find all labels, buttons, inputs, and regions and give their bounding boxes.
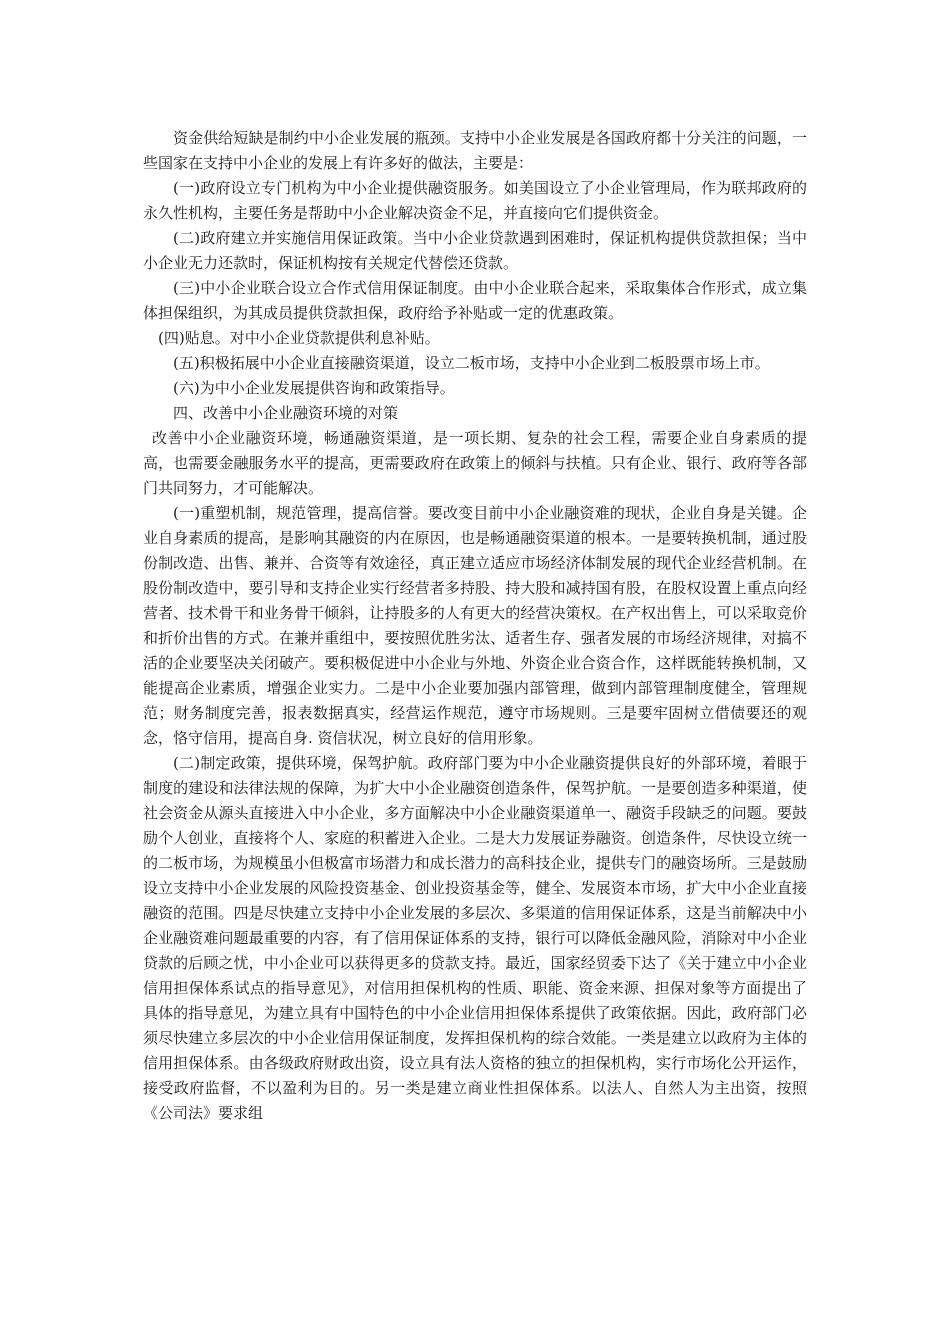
paragraph: (一)重塑机制，规范管理，提高信誉。要改变目前中小企业融资难的现状，企业自身是关键。企业自身素质的提高，是影响其融资的内在原因，也是畅通融资渠道的根本。一是要转换机制，通过股份制改造、出售、兼并、合资等有效途径，真正建立适应市场经济体制发展的现代企业经营机制。在股份制改造中，要引导和支持企业实行经营者多持股、持大股和减持国有股，在股权设置上重点向经营者、技术骨干和业务骨干倾斜，让持股多的人有更大的经营决策权。在产权出售上，可以采取竞价和折价出售的方式。在兼并重组中，要按照优胜劣汰、适者生存、强者发展的市场经济规律，对搞不活的企业要坚决关闭破产。要积极促进中小企业与外地、外资企业合资合作，这样既能转换机制，又能提高企业素质，增强企业实力。二是中小企业要加强内部管理，做到内部管理制度健全，管理规范；财务制度完善，报表数据真实，经营运作规范，遵守市场规则。三是要牢固树立借债要还的观念，恪守信用，提高自身. 资信状况，树立良好的信用形象。 bbox=[143, 504, 807, 747]
paragraph: (二)政府建立并实施信用保证政策。当中小企业贷款遇到困难时，保证机构提供贷款担保；当中小企业无力还款时，保证机构按有关规定代替偿还贷款。 bbox=[143, 229, 807, 272]
section-heading: 四、改善中小企业融资环境的对策 bbox=[173, 404, 399, 422]
paragraph: 改善中小企业融资环境，畅通融资渠道，是一项长期、复杂的社会工程，需要企业自身素质的提高，也需要金融服务水平的提高，更需要政府在政策上的倾斜与扶植。只有企业、银行、政府等各部门共同努力，才可能解决。 bbox=[143, 429, 807, 497]
paragraph: (三)中小企业联合设立合作式信用保证制度。由中小企业联合起来，采取集体合作形式，成立集体担保组织，为其成员提供贷款担保，政府给予补贴或一定的优惠政策。 bbox=[143, 279, 807, 322]
paragraph: (一)政府设立专门机构为中小企业提供融资服务。如美国设立了小企业管理局，作为联邦政府的永久性机构，主要任务是帮助中小企业解决资金不足，并直接向它们提供资金。 bbox=[143, 179, 807, 222]
paragraph: 资金供给短缺是制约中小企业发展的瓶颈。支持中小企业发展是各国政府都十分关注的问题，一些国家在支持中小企业的发展上有许多好的做法，主要是： bbox=[143, 129, 807, 172]
document-body bbox=[143, 126, 807, 1126]
paragraph: (四)贴息。对中小企业贷款提供利息补贴。 bbox=[158, 329, 440, 347]
paragraph: (二)制定政策，提供环境，保驾护航。政府部门要为中小企业融资提供良好的外部环境，着眼于制度的建设和法律法规的保障，为扩大中小企业融资创造条件，保驾护航。一是要创造多种渠道，使社会资金从源头直接进入中小企业，多方面解决中小企业融资渠道单一、融资手段缺乏的问题。要鼓励个人创业，直接将个人、家庭的积蓄进入企业。二是大力发展证券融资。创造条件，尽快设立统一的二板市场，为规模虽小但极富市场潜力和成长潜力的高科技企业，提供专门的融资场所。三是鼓励设立支持中小企业发展的风险投资基金、创业投资基金等，健全、发展资本市场，扩大中小企业直接融资的范围。四是尽快建立支持中小企业发展的多层次、多渠道的信用保证体系，这是当前解决中小企业融资难问题最重要的内容，有了信用保证体系的支持，银行可以降低金融风险，消除对中小企业贷款的后顾之忧，中小企业可以获得更多的贷款支持。最近，国家经贸委下达了《关于建立中小企业信用担保体系试点的指导意见》，对信用担保机构的性质、职能、资金来源、担保对象等方面提出了具体的指导意见，为建立具有中国特色的中小企业信用担保体系提供了政策依据。因此，政府部门必须尽快建立多层次的中小企业信用保证制度，发挥担保机构的综合效能。一类是建立以政府为主体的信用担保体系。由各级政府财政出资，设立具有法人资格的独立的担保机构，实行市场化公开运作，接受政府监督，不以盈利为目的。另一类是建立商业性担保体系。以法人、自然人为主出资，按照《公司法》要求组 bbox=[143, 754, 807, 1122]
paragraph: (五)积极拓展中小企业直接融资渠道，设立二板市场，支持中小企业到二板股票市场上市。 bbox=[173, 354, 770, 372]
paragraph: (六)为中小企业发展提供咨询和政策指导。 bbox=[173, 379, 455, 397]
